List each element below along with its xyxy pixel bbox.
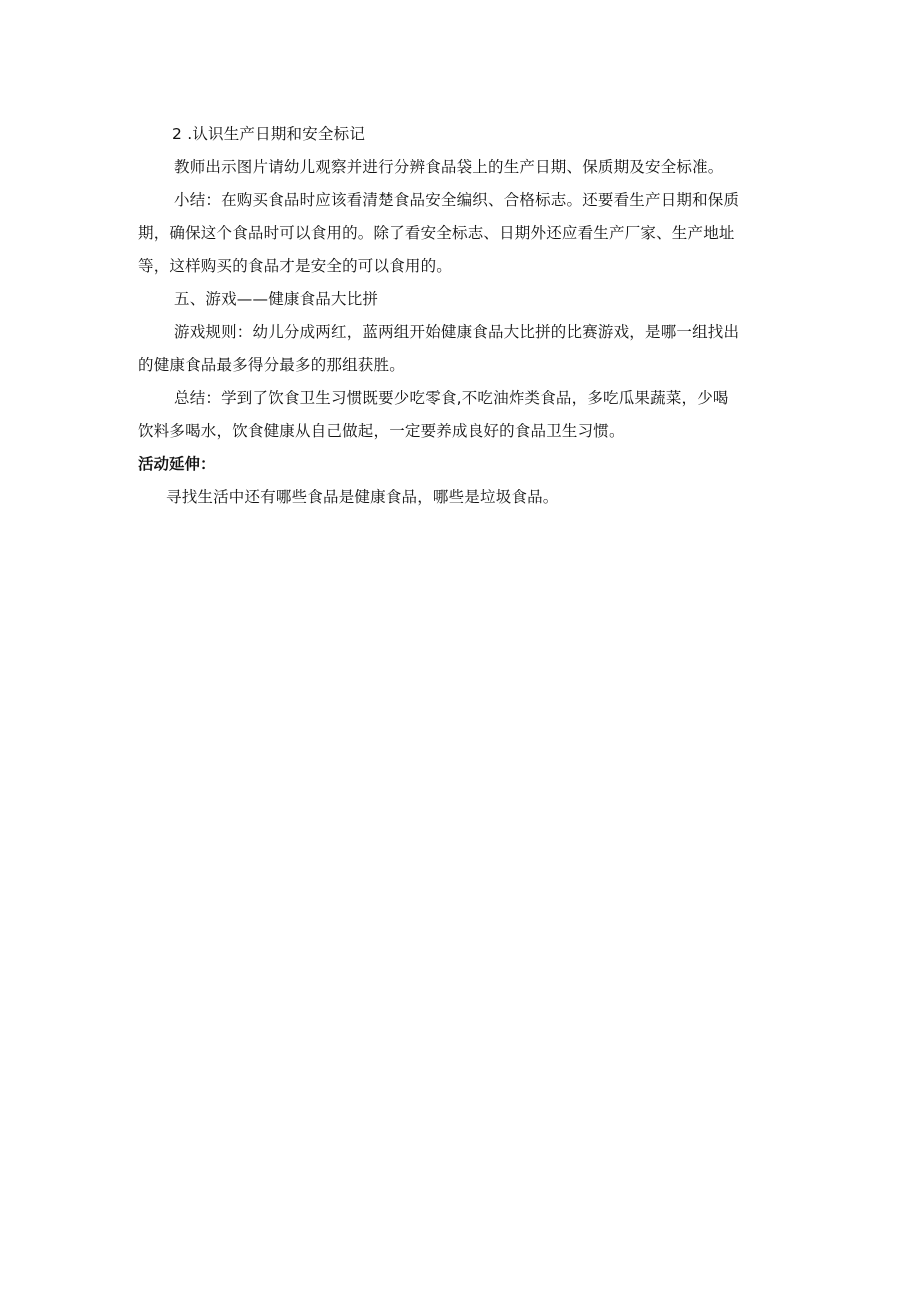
conclusion-line-2: 饮料多喝水，饮食健康从自己做起，一定要养成良好的食品卫生习惯。 (138, 422, 625, 440)
section-2-title: 2 .认识生产日期和安全标记 (172, 125, 366, 143)
rules-line-2: 的健康食品最多得分最多的那组获胜。 (138, 356, 405, 374)
extension-text: 寻找生活中还有哪些食品是健康食品，哪些是垃圾食品。 (166, 488, 559, 506)
conclusion-paragraph (138, 382, 790, 448)
summary-line-1: 小结：在购买食品时应该看清楚食品安全编织、合格标志。还要看生产日期和保质 (174, 191, 740, 209)
document-body (138, 118, 790, 514)
section-5-title: 五、游戏——健康食品大比拼 (174, 290, 379, 308)
rules-line-1: 游戏规则：幼儿分成两红，蓝两组开始健康食品大比拼的比赛游戏，是哪一组找出 (174, 323, 740, 341)
conclusion-line-1: 总结：学到了饮食卫生习惯既要少吃零食,不吃油炸类食品，多吃瓜果蔬菜，少喝 (174, 389, 729, 407)
summary-line-2: 期，确保这个食品时可以食用的。除了看安全标志、日期外还应看生产厂家、生产地址 (138, 224, 735, 242)
rules-paragraph (138, 316, 790, 382)
summary-paragraph (138, 184, 790, 283)
extension-heading: 活动延伸： (138, 455, 216, 473)
summary-line-3: 等，这样购买的食品才是安全的可以食用的。 (138, 257, 453, 275)
teacher-paragraph: 教师出示图片请幼儿观察并进行分辨食品袋上的生产日期、保质期及安全标准。 (174, 158, 724, 176)
